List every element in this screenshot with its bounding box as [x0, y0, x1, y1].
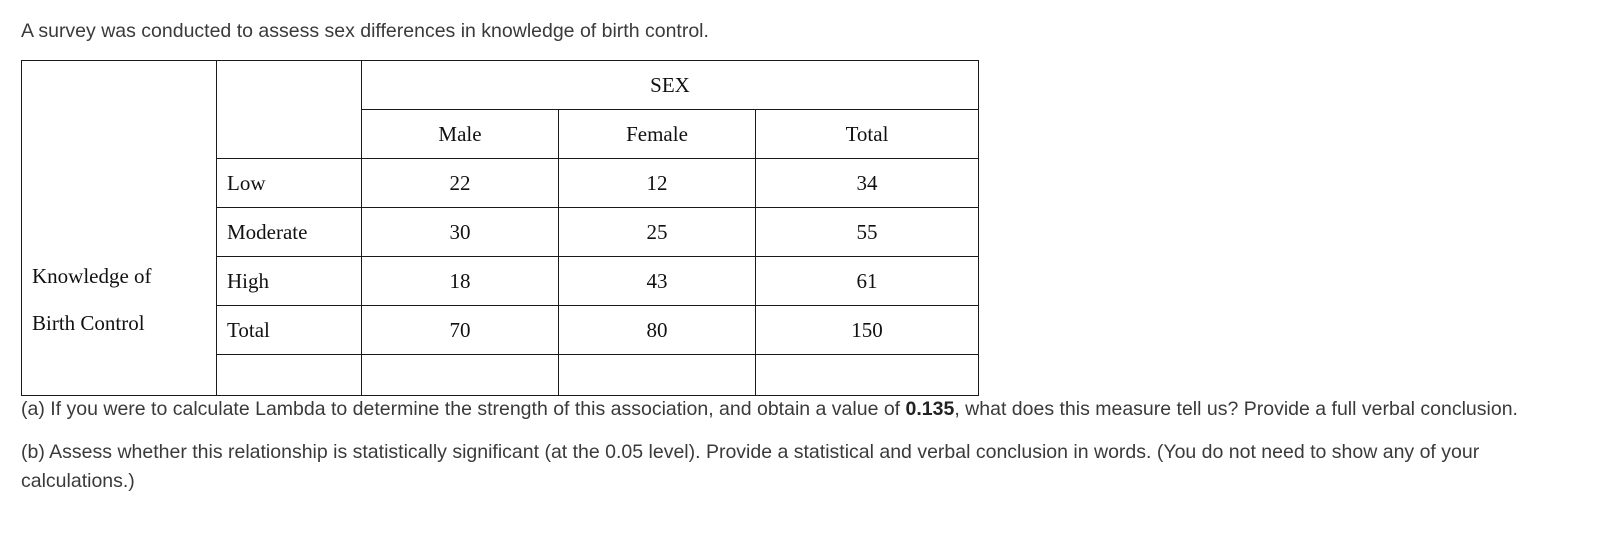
cell-total-total: 150	[756, 306, 979, 355]
cell-moderate-total: 55	[756, 208, 979, 257]
row-label-high: High	[217, 257, 362, 306]
column-group-label: SEX	[362, 61, 979, 110]
cell-low-total: 34	[756, 159, 979, 208]
corner-cell	[217, 61, 362, 159]
row-label-total: Total	[217, 306, 362, 355]
question-b: (b) Assess whether this relationship is statistically significant (at the 0.05 level). Provide a statistical and verbal conclusion in words. (You do not need to show any of your calculations.)	[21, 441, 1480, 492]
cell-moderate-male: 30	[362, 208, 559, 257]
question-a-text-after: , what does this measure tell us? Provide a full verbal conclusion.	[954, 398, 1518, 420]
empty-cell	[756, 355, 979, 396]
table-header-row-group	[22, 61, 979, 110]
cell-high-female: 43	[559, 257, 756, 306]
cell-high-male: 18	[362, 257, 559, 306]
cell-total-female: 80	[559, 306, 756, 355]
question-a-text-before: (a) If you were to calculate Lambda to determine the strength of this association, and obtain a value of	[21, 398, 906, 420]
contingency-table	[21, 60, 979, 396]
cell-moderate-female: 25	[559, 208, 756, 257]
lambda-value: 0.135	[905, 398, 955, 420]
cell-total-male: 70	[362, 306, 559, 355]
cell-high-total: 61	[756, 257, 979, 306]
column-header-total: Total	[756, 110, 979, 159]
cell-low-male: 22	[362, 159, 559, 208]
row-group-label-cell	[22, 61, 217, 396]
empty-cell	[559, 355, 756, 396]
column-header-female: Female	[559, 110, 756, 159]
question-a	[21, 395, 1518, 424]
intro-text: A survey was conducted to assess sex differences in knowledge of birth control.	[21, 20, 709, 42]
row-label-low: Low	[217, 159, 362, 208]
column-header-male: Male	[362, 110, 559, 159]
row-group-label-line1: Knowledge of	[32, 264, 152, 288]
empty-cell	[362, 355, 559, 396]
cell-low-female: 12	[559, 159, 756, 208]
row-label-moderate: Moderate	[217, 208, 362, 257]
empty-cell	[217, 355, 362, 396]
row-group-label-line2: Birth Control	[32, 311, 145, 335]
